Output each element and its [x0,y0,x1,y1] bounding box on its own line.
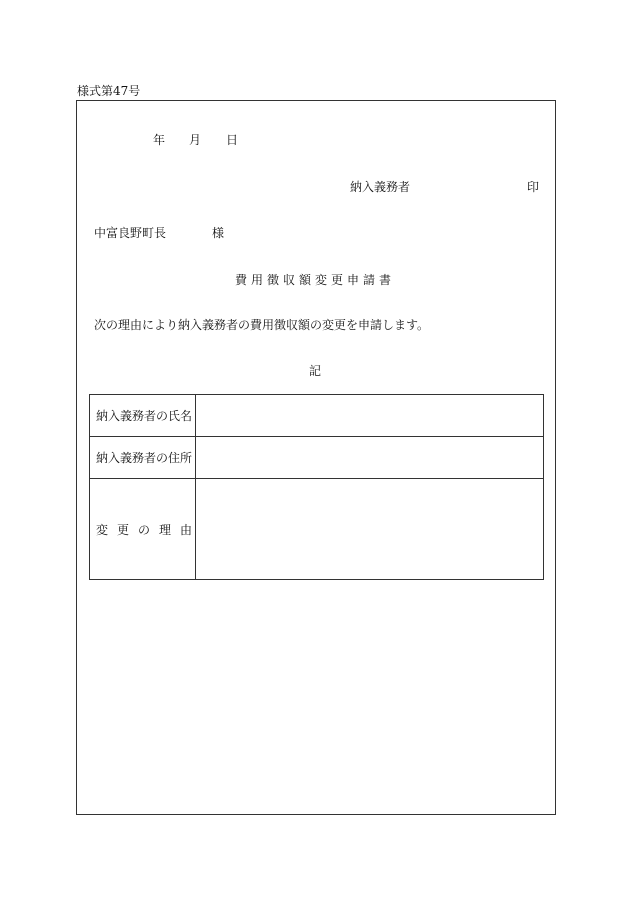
body-text: 次の理由により納入義務者の費用徴収額の変更を申請します。 [94,318,430,332]
date-month-label: 月 [189,133,202,147]
change-reason-label: 変更の理由 [90,479,196,580]
honorific: 様 [212,226,225,240]
obligor-name-field[interactable] [196,395,544,437]
info-table [89,394,544,580]
table-row-address [90,437,544,479]
date-year-label: 年 [153,133,166,147]
obligor-label: 納入義務者 [350,180,411,194]
seal-label: 印 [527,180,540,194]
date-day-label: 日 [226,133,239,147]
change-reason-field[interactable] [196,479,544,580]
addressee: 中富良野町長 [94,226,167,240]
table-row-name [90,395,544,437]
obligor-name-label: 納入義務者の氏名 [90,395,196,437]
ki-label: 記 [308,364,321,378]
table-row-reason [90,479,544,580]
obligor-address-label: 納入義務者の住所 [90,437,196,479]
document-title: 費用徴収額変更申請書 [234,273,395,287]
obligor-address-field[interactable] [196,437,544,479]
form-number: 様式第47号 [77,84,141,98]
